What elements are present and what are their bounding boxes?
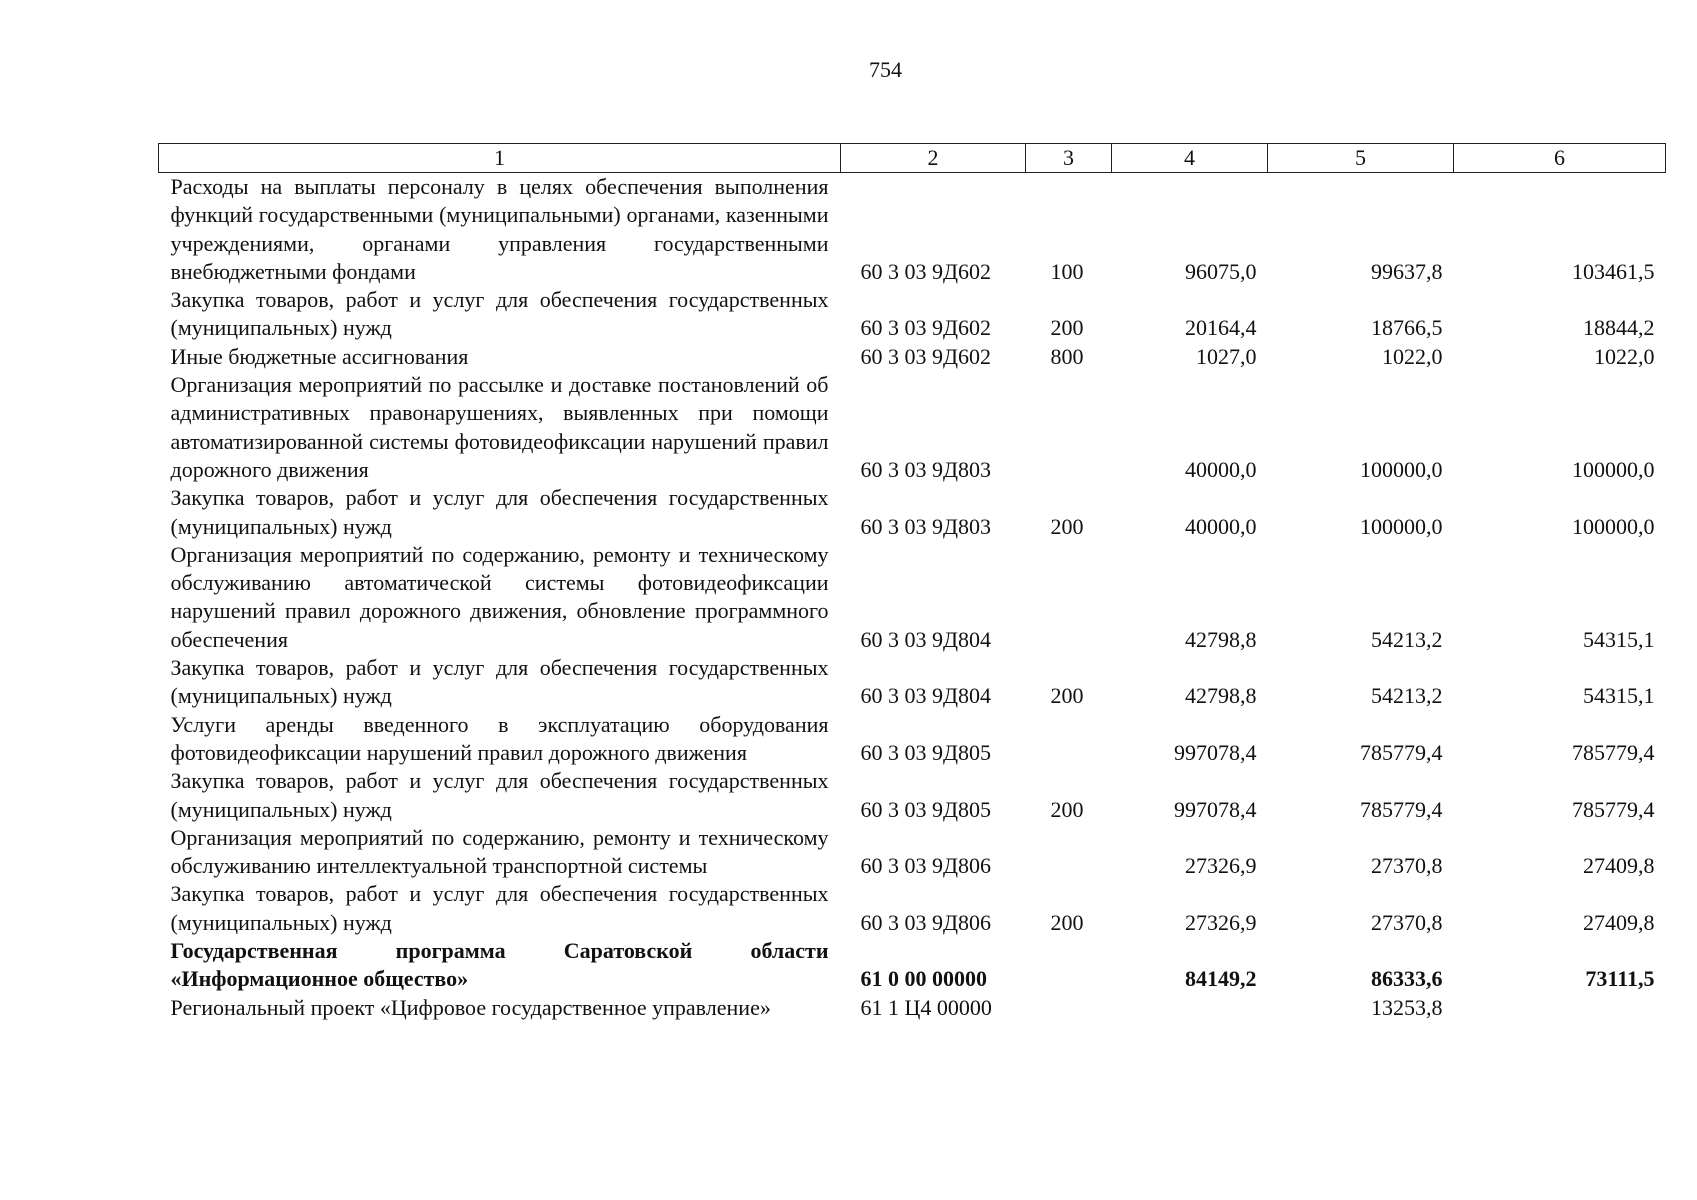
row-code: 60 3 03 9Д602 xyxy=(860,258,992,284)
row-code: 60 3 03 9Д803 xyxy=(860,456,992,482)
table-row xyxy=(159,541,1666,654)
row-expense-type: 200 xyxy=(1050,513,1084,539)
row-value-year-3: 103461,5 xyxy=(1572,258,1655,284)
row-expense-type xyxy=(1026,994,1112,1022)
row-value-year-2: 27370,8 xyxy=(1371,853,1443,879)
row-value-year-3: 100000,0 xyxy=(1572,513,1655,539)
table-row xyxy=(159,994,1666,1022)
row-name: Услуги аренды введенного в эксплуатацию оборудования фотовидеофиксации нарушений правил дорожного движения xyxy=(170,711,829,765)
row-value-year-1 xyxy=(1112,994,1268,1022)
row-value-year-2: 86333,6 xyxy=(1371,966,1443,992)
header-cell-6: 6 xyxy=(1454,144,1666,173)
row-name: Государственная программа Саратовской области «Информационное общество» xyxy=(170,938,829,992)
row-value-year-3: 27409,8 xyxy=(1583,853,1655,879)
header-cell-1: 1 xyxy=(159,144,841,173)
row-value-year-1: 20164,4 xyxy=(1185,315,1257,341)
row-value-year-2: 100000,0 xyxy=(1360,456,1443,482)
row-code: 60 3 03 9Д806 xyxy=(860,853,992,879)
row-value-year-3: 785779,4 xyxy=(1572,739,1655,765)
row-value-year-3: 54315,1 xyxy=(1583,626,1655,652)
row-value-year-1: 1027,0 xyxy=(1196,343,1257,369)
row-expense-type: 100 xyxy=(1050,258,1084,284)
header-cell-2: 2 xyxy=(841,144,1026,173)
row-code: 60 3 03 9Д805 xyxy=(860,796,992,822)
table-body xyxy=(159,173,1666,1022)
table-row xyxy=(159,343,1666,371)
row-name: Закупка товаров, работ и услуг для обеспечения государственных (муниципальных) нужд xyxy=(170,287,829,341)
row-name: Закупка товаров, работ и услуг для обеспечения государственных (муниципальных) нужд xyxy=(170,485,829,539)
row-value-year-2: 785779,4 xyxy=(1360,796,1443,822)
table-row xyxy=(159,711,1666,768)
table-row xyxy=(159,880,1666,937)
row-value-year-1: 997078,4 xyxy=(1174,796,1257,822)
row-value-year-2: 54213,2 xyxy=(1371,683,1443,709)
header-cell-5: 5 xyxy=(1268,144,1454,173)
table-row xyxy=(159,937,1666,994)
table-row xyxy=(159,484,1666,541)
table-row xyxy=(159,654,1666,711)
row-expense-type: 200 xyxy=(1050,315,1084,341)
row-code: 60 3 03 9Д804 xyxy=(860,626,992,652)
row-value-year-2: 100000,0 xyxy=(1360,513,1443,539)
row-name: Расходы на выплаты персоналу в целях обеспечения выполнения функций государственными (муниципальными) органами, казенными учреждениями, органами управления государственными внебюджетными фондами xyxy=(170,174,829,284)
row-value-year-3: 54315,1 xyxy=(1583,683,1655,709)
row-expense-type xyxy=(1026,824,1112,881)
row-value-year-2: 18766,5 xyxy=(1371,315,1443,341)
row-code: 60 3 03 9Д602 xyxy=(860,315,992,341)
row-value-year-1: 96075,0 xyxy=(1185,258,1257,284)
row-expense-type: 200 xyxy=(1050,683,1084,709)
header-cell-4: 4 xyxy=(1112,144,1268,173)
row-expense-type: 800 xyxy=(1050,343,1084,369)
row-value-year-1: 40000,0 xyxy=(1185,456,1257,482)
row-value-year-2: 1022,0 xyxy=(1382,343,1443,369)
row-value-year-2: 27370,8 xyxy=(1371,909,1443,935)
row-value-year-1: 27326,9 xyxy=(1185,853,1257,879)
row-value-year-3: 73111,5 xyxy=(1585,966,1655,992)
row-value-year-2: 99637,8 xyxy=(1371,258,1443,284)
row-name: Организация мероприятий по рассылке и доставке постановлений об административных правонарушениях, выявленных при помощи автоматизированной системы фотовидеофиксации нарушений правил дорожного движения xyxy=(170,372,829,482)
row-name: Закупка товаров, работ и услуг для обеспечения государственных (муниципальных) нужд xyxy=(170,655,829,709)
row-expense-type xyxy=(1026,371,1112,484)
table-row xyxy=(159,824,1666,881)
row-code: 60 3 03 9Д804 xyxy=(860,683,992,709)
row-value-year-2: 785779,4 xyxy=(1360,739,1443,765)
row-value-year-3: 785779,4 xyxy=(1572,796,1655,822)
row-code: 61 0 00 00000 xyxy=(860,966,987,992)
row-value-year-1: 40000,0 xyxy=(1185,513,1257,539)
table-row xyxy=(159,173,1666,287)
row-name: Иные бюджетные ассигнования xyxy=(170,343,469,369)
row-expense-type xyxy=(1026,711,1112,768)
row-name: Региональный проект «Цифровое государственное управление» xyxy=(170,994,771,1020)
row-code: 60 3 03 9Д806 xyxy=(860,909,992,935)
row-value-year-1: 42798,8 xyxy=(1185,683,1257,709)
row-value-year-1: 42798,8 xyxy=(1185,626,1257,652)
row-code: 61 1 Ц4 00000 xyxy=(860,994,992,1020)
row-name: Закупка товаров, работ и услуг для обеспечения государственных (муниципальных) нужд xyxy=(170,768,829,822)
row-value-year-1: 997078,4 xyxy=(1174,739,1257,765)
page-number: 754 xyxy=(869,57,902,82)
row-code: 60 3 03 9Д602 xyxy=(860,343,992,369)
row-value-year-2: 54213,2 xyxy=(1371,626,1443,652)
header-cell-3: 3 xyxy=(1026,144,1112,173)
row-code: 60 3 03 9Д803 xyxy=(860,513,992,539)
row-expense-type: 200 xyxy=(1050,909,1084,935)
row-code: 60 3 03 9Д805 xyxy=(860,739,992,765)
row-value-year-3: 1022,0 xyxy=(1594,343,1655,369)
row-name: Закупка товаров, работ и услуг для обеспечения государственных (муниципальных) нужд xyxy=(170,881,829,935)
row-name: Организация мероприятий по содержанию, ремонту и техническому обслуживанию интеллектуальной транспортной системы xyxy=(170,824,829,879)
row-value-year-3 xyxy=(1454,994,1666,1022)
table-row xyxy=(159,286,1666,343)
row-value-year-3: 18844,2 xyxy=(1583,315,1655,341)
row-value-year-1: 27326,9 xyxy=(1185,909,1257,935)
table-row xyxy=(159,371,1666,484)
row-expense-type: 200 xyxy=(1050,796,1084,822)
row-expense-type xyxy=(1026,937,1112,994)
table-header xyxy=(159,144,1666,173)
row-value-year-1: 84149,2 xyxy=(1185,966,1257,992)
table-row xyxy=(159,767,1666,824)
row-expense-type xyxy=(1026,541,1112,654)
budget-table xyxy=(158,143,1666,1022)
row-value-year-3: 100000,0 xyxy=(1572,456,1655,482)
row-name: Организация мероприятий по содержанию, ремонту и техническому обслуживанию автоматической системы фотовидеофиксации нарушений правил дорожного движения, обновление программного обеспечения xyxy=(170,541,829,652)
row-value-year-2: 13253,8 xyxy=(1371,994,1443,1020)
row-value-year-3: 27409,8 xyxy=(1583,909,1655,935)
